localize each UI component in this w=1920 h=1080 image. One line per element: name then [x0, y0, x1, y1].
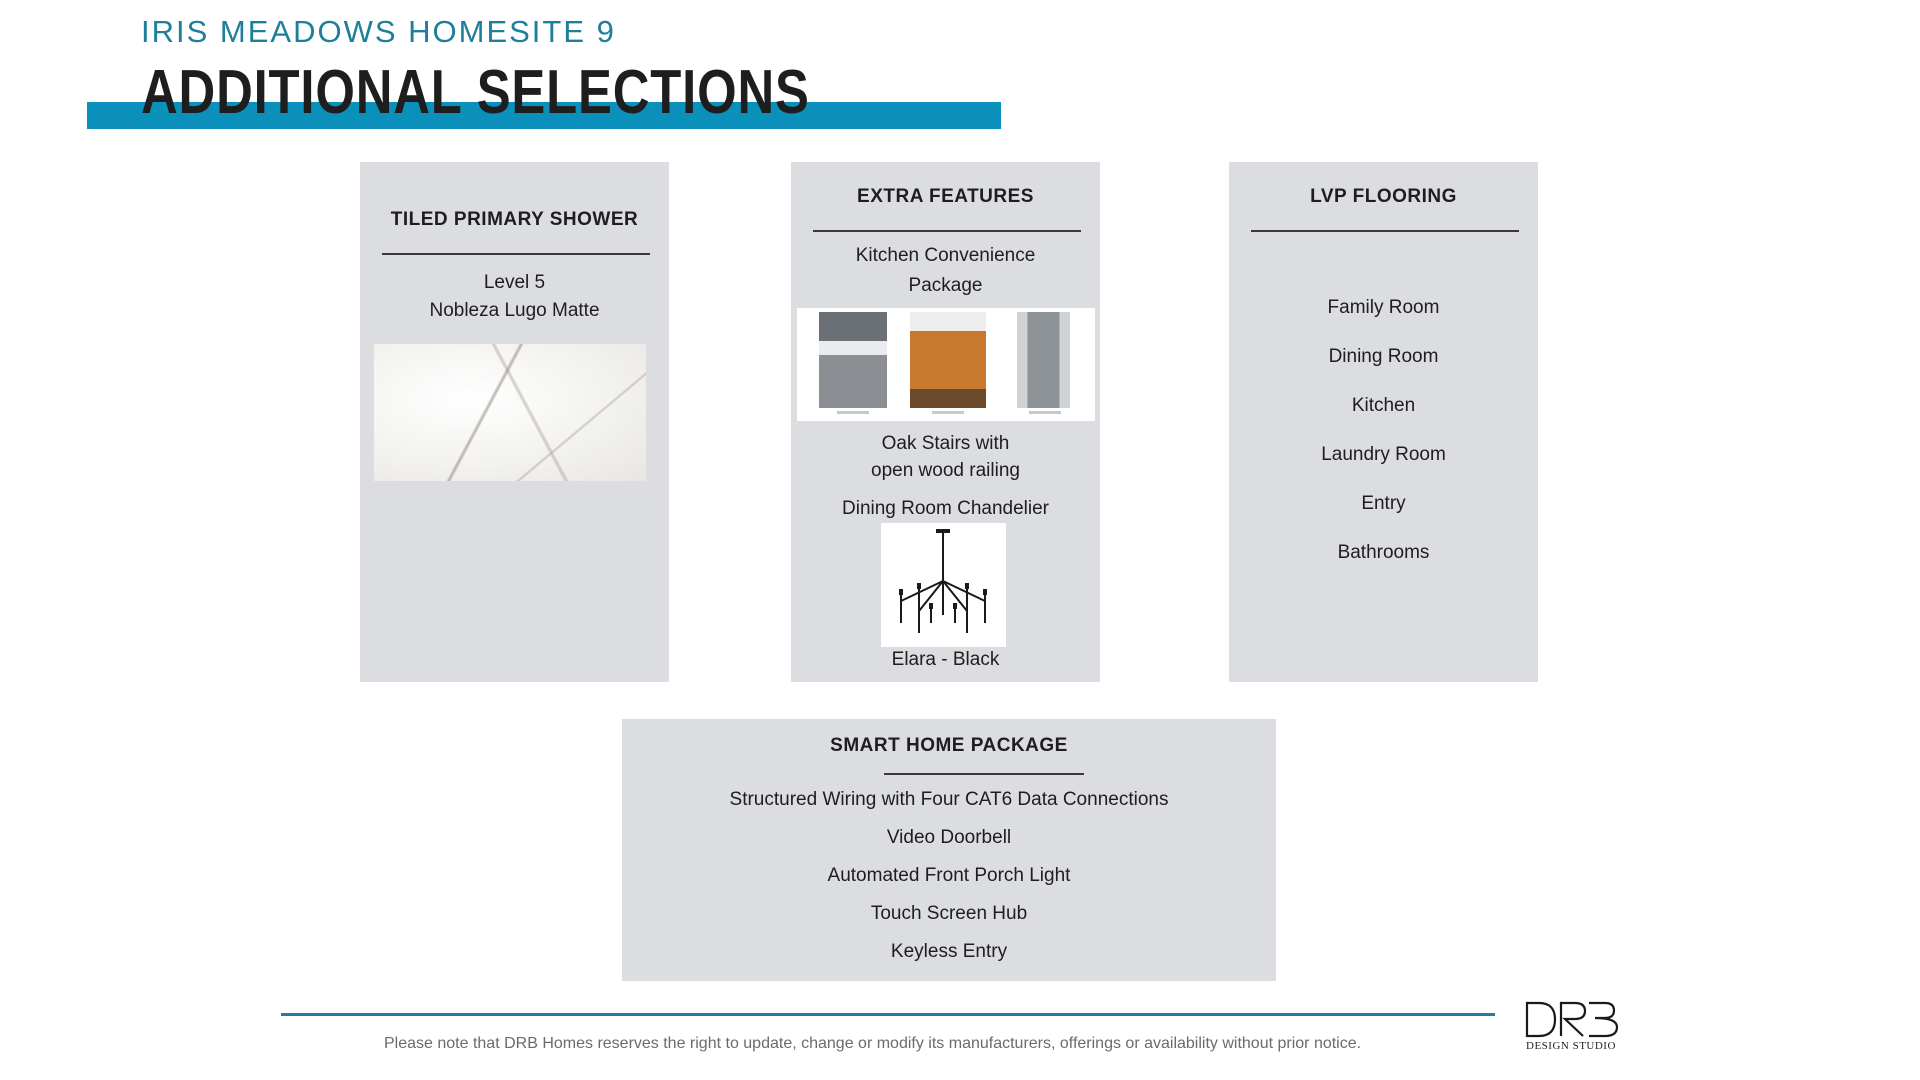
- room-item: Dining Room: [1328, 346, 1439, 367]
- rollout-shelves-photo: [910, 312, 986, 408]
- room-item: Bathrooms: [1337, 542, 1430, 563]
- room-item: Family Room: [1327, 297, 1440, 318]
- room-item: Kitchen: [1351, 395, 1416, 416]
- marble-tile-swatch: [374, 344, 646, 481]
- stairs-line-2: open wood railing: [871, 460, 1020, 481]
- kitchen-package-line-2: Package: [908, 275, 983, 296]
- shower-level: Level 5: [483, 272, 546, 293]
- footer-divider: [281, 1013, 1495, 1016]
- smart-item: Video Doorbell: [886, 827, 1012, 848]
- refrigerator-photo: [1017, 312, 1070, 408]
- kitchen-package-photos: [797, 308, 1095, 421]
- card-extra-features: [791, 162, 1100, 682]
- card-divider: [382, 253, 650, 255]
- logo-subtitle: DESIGN STUDIO: [1526, 1040, 1616, 1052]
- trash-pullout-photo: [819, 312, 887, 408]
- chandelier-label: Dining Room Chandelier: [842, 498, 1049, 519]
- room-item: Entry: [1361, 493, 1406, 514]
- chandelier-photo: [881, 523, 1006, 647]
- footer-disclaimer: Please note that DRB Homes reserves the right to update, change or modify its manufacturers, offerings or availability without prior notice.: [384, 1035, 1362, 1052]
- page-title: ADDITIONAL SELECTIONS: [141, 58, 810, 127]
- smart-item: Keyless Entry: [890, 941, 1008, 962]
- card-divider: [884, 773, 1084, 775]
- smart-item: Automated Front Porch Light: [827, 865, 1071, 886]
- card-lvp-flooring: [1229, 162, 1538, 682]
- card-title: TILED PRIMARY SHOWER: [390, 209, 639, 230]
- card-divider: [813, 230, 1081, 232]
- smart-item: Touch Screen Hub: [870, 903, 1028, 924]
- card-title: EXTRA FEATURES: [857, 186, 1034, 207]
- card-smart-home-package: [622, 719, 1276, 981]
- stairs-line-1: Oak Stairs with: [881, 433, 1010, 454]
- card-divider: [1251, 230, 1519, 232]
- card-title: SMART HOME PACKAGE: [830, 735, 1068, 756]
- card-title: LVP FLOORING: [1310, 186, 1457, 207]
- shower-tile-name: Nobleza Lugo Matte: [429, 300, 600, 321]
- chandelier-finish: Elara - Black: [891, 649, 1000, 670]
- smart-item: Structured Wiring with Four CAT6 Data Connections: [729, 789, 1169, 810]
- page-subtitle: IRIS MEADOWS HOMESITE 9: [141, 14, 616, 49]
- kitchen-package-line-1: Kitchen Convenience: [855, 245, 1036, 266]
- card-tiled-primary-shower: [360, 162, 669, 682]
- room-item: Laundry Room: [1321, 444, 1446, 465]
